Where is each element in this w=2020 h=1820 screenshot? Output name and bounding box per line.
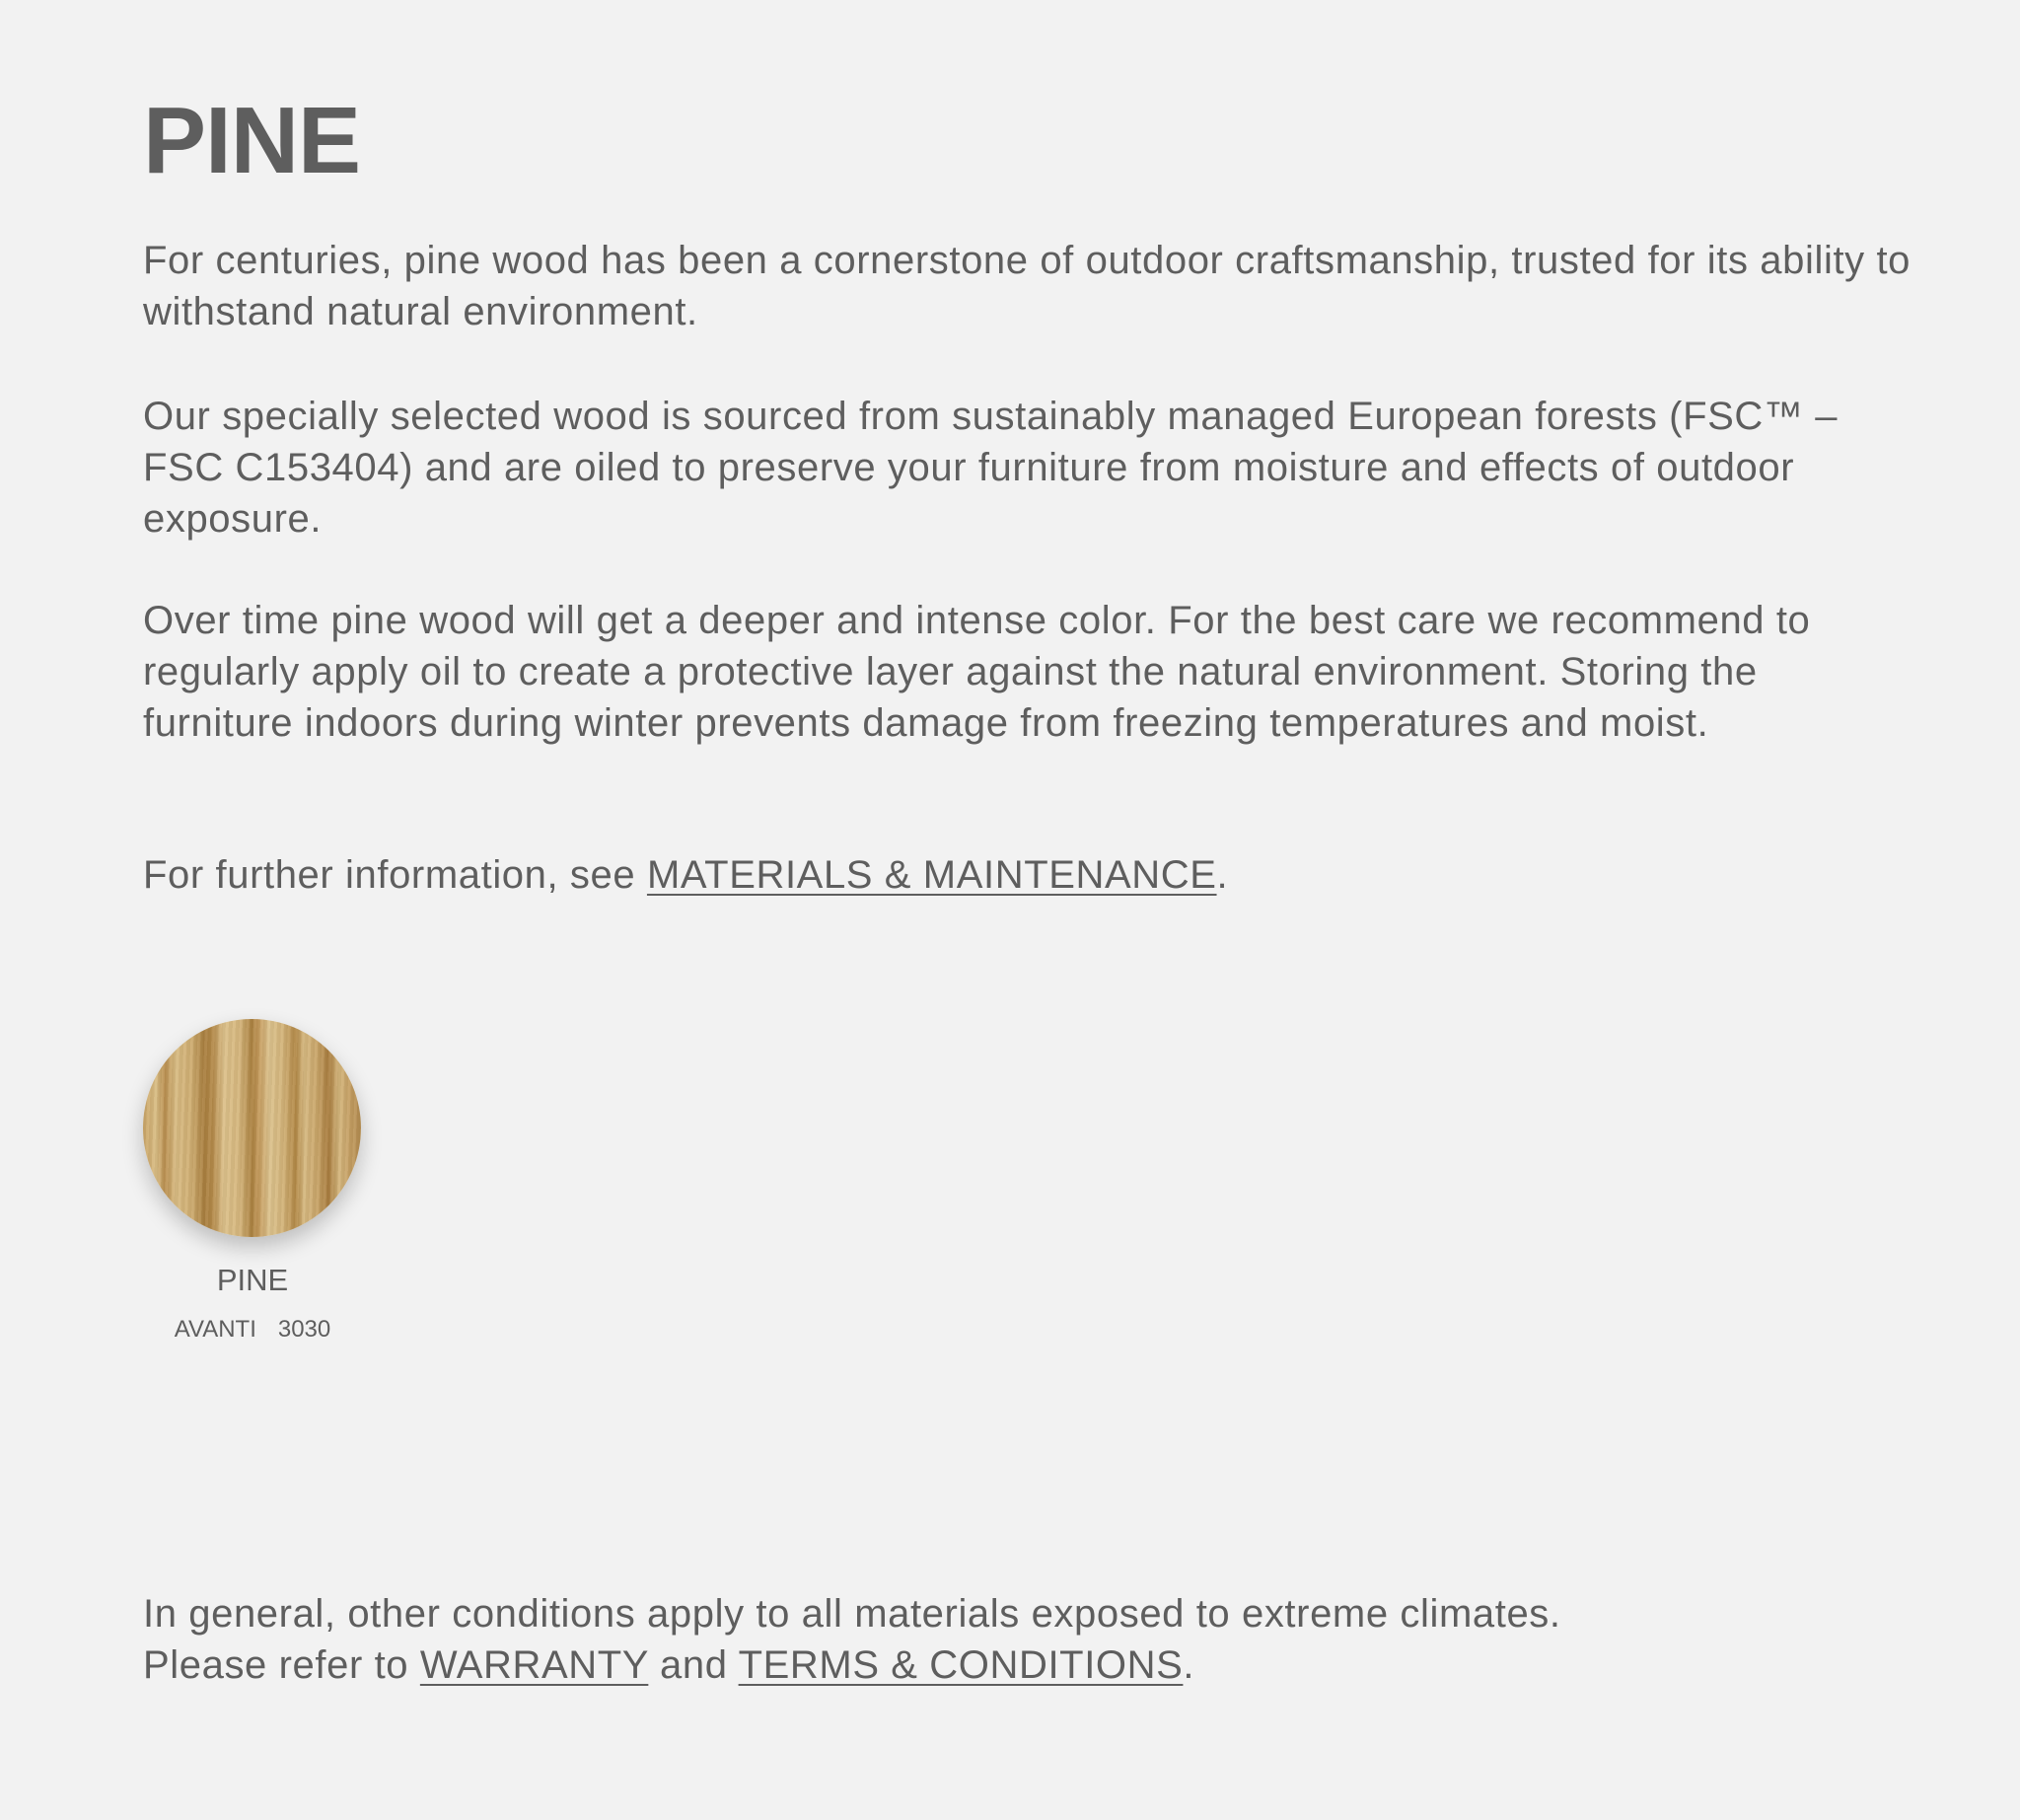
further-info-suffix: . [1216,853,1229,897]
swatch-name: PINE [216,1263,289,1297]
conditions-paragraph [143,1588,1918,1691]
intro-paragraph: For centuries, pine wood has been a cornerstone of outdoor craftsmanship, trusted for its ability to withstand natural environment. [143,239,1912,333]
conditions-suffix: . [1183,1643,1195,1687]
sourcing-paragraph: Our specially selected wood is sourced from sustainably managed European forests (FSC™ – FSC C153404) and are oiled to preserve your furniture from moisture and effects of outdoor exposure. [143,395,1839,541]
conditions-prefix: Please refer to [143,1643,420,1687]
terms-conditions-link[interactable]: TERMS & CONDITIONS [738,1643,1184,1687]
pine-wood-swatch-image[interactable] [143,1019,361,1237]
warranty-link[interactable]: WARRANTY [419,1643,649,1687]
swatch-number: 3030 [277,1316,331,1343]
swatch-collection: AVANTI [174,1316,256,1343]
conditions-line-1: In general, other conditions apply to all materials exposed to extreme climates. [143,1592,1561,1636]
material-swatch[interactable] [143,1019,362,1344]
swatch-code [143,1316,362,1344]
materials-maintenance-link[interactable]: MATERIALS & MAINTENANCE [646,853,1217,897]
page-title: PINE [143,88,361,193]
further-info-prefix: For further information, see [143,853,647,897]
care-paragraph: Over time pine wood will get a deeper and intense color. For the best care we recommend to regularly apply oil to create a protective layer against the natural environment. Storing the furniture indoors during winter prevents damage from freezing temperatures and moist. [143,599,1811,745]
further-info-paragraph [143,849,1918,901]
conditions-middle: and [648,1643,739,1687]
